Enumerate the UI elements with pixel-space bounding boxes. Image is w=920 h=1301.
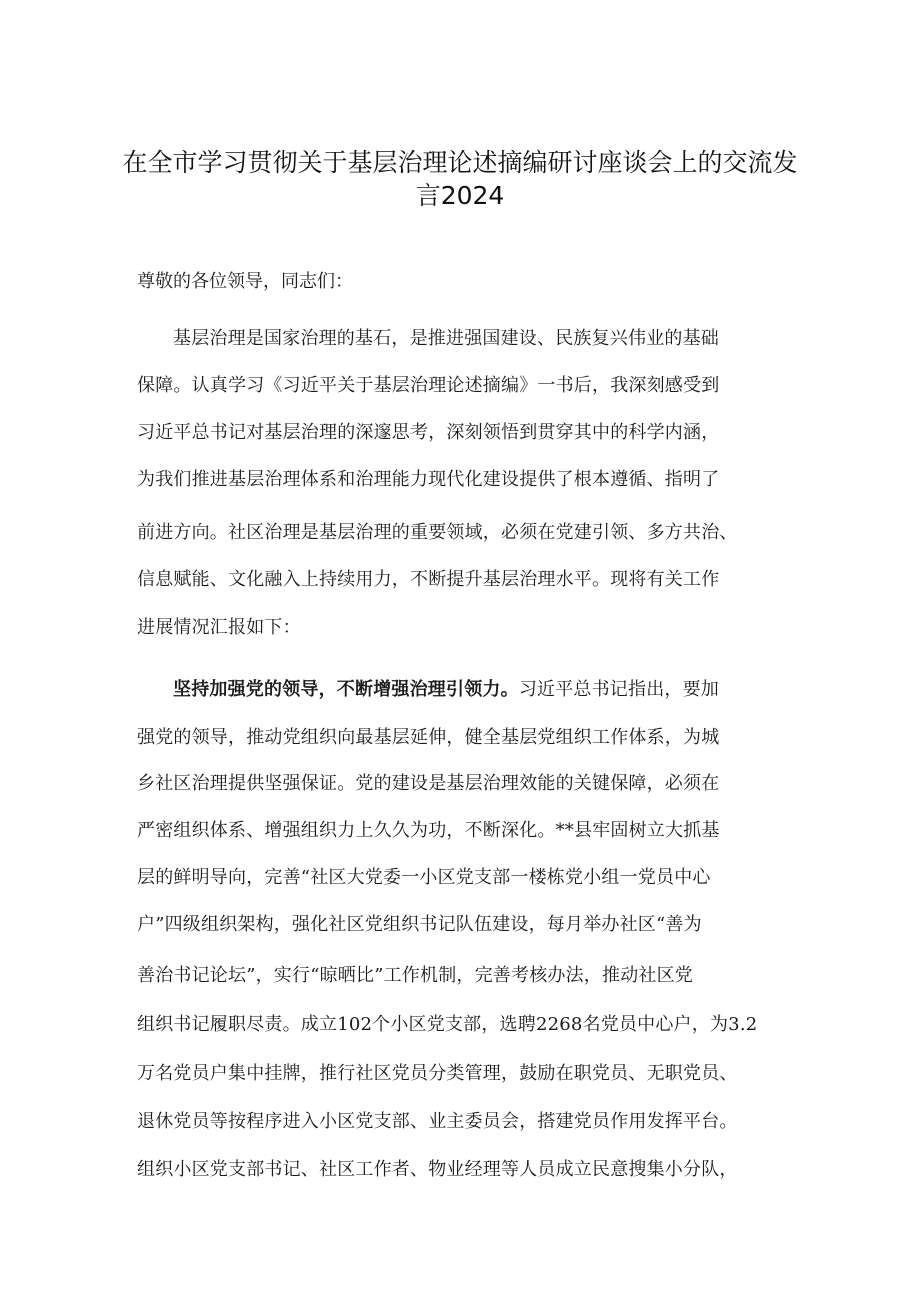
paragraph-2-line: 万名党员户集中挂牌，推行社区党员分类管理，鼓励在职党员、无职党员、 (137, 1063, 738, 1084)
salutation: 尊敬的各位领导，同志们： (137, 271, 353, 292)
paragraph-1-line: 习近平总书记对基层治理的深邃思考，深刻领悟到贯穿其中的科学内涵， (137, 422, 720, 443)
paragraph-1-line: 信息赋能、文化融入上持续用力，不断提升基层治理水平。现将有关工作 (137, 569, 720, 590)
paragraph-1-line: 基层治理是国家治理的基石，是推进强国建设、民族复兴伟业的基础 (173, 328, 719, 349)
paragraph-1-line: 为我们推进基层治理体系和治理能力现代化建设提供了根本遵循、指明了 (137, 469, 720, 490)
paragraph-2-first-rest: 习近平总书记指出，要加 (518, 679, 720, 700)
paragraph-2-first-line (173, 676, 719, 704)
paragraph-2-line: 乡社区治理提供坚强保证。党的建设是基层治理效能的关键保障，必须在 (137, 773, 720, 794)
paragraph-2-line: 退休党员等按程序进入小区党支部、业主委员会，搭建党员作用发挥平台。 (137, 1111, 738, 1132)
paragraph-2-line: 组织书记履职尽责。成立102个小区党支部，选聘2268名党员中心户，为3.2 (137, 1014, 758, 1035)
paragraph-2-line: 层的鲜明导向，完善“社区大党委一小区党支部一楼栋党小组一党员中心 (137, 867, 711, 888)
paragraph-2-line: 组织小区党支部书记、社区工作者、物业经理等人员成立民意搜集小分队， (137, 1159, 738, 1180)
paragraph-1-line: 保障。认真学习《习近平关于基层治理论述摘编》一书后，我深刻感受到 (137, 375, 720, 396)
paragraph-1-line: 进展情况汇报如下： (137, 617, 301, 638)
paragraph-2-line: 强党的领导，推动党组织向最基层延伸，健全基层党组织工作体系，为城 (137, 727, 720, 748)
paragraph-2-line: 户”四级组织架构，强化社区党组织书记队伍建设，每月举办社区“善为 (137, 914, 702, 935)
paragraph-2-line: 善治书记论坛”，实行“晾晒比”工作机制，完善考核办法，推动社区党 (137, 965, 694, 986)
paragraph-2-line: 严密组织体系、增强组织力上久久为功，不断深化。**县牢固树立大抓基 (137, 820, 720, 841)
document-title-line-2: 言2024 (415, 181, 505, 210)
document-title-line-1: 在全市学习贯彻关于基层治理论述摘编研讨座谈会上的交流发 (122, 148, 798, 177)
paragraph-1-line: 前进方向。社区治理是基层治理的重要领域，必须在党建引领、多方共治、 (137, 522, 738, 543)
paragraph-2-heading: 坚持加强党的领导，不断增强治理引领力。 (173, 679, 519, 700)
